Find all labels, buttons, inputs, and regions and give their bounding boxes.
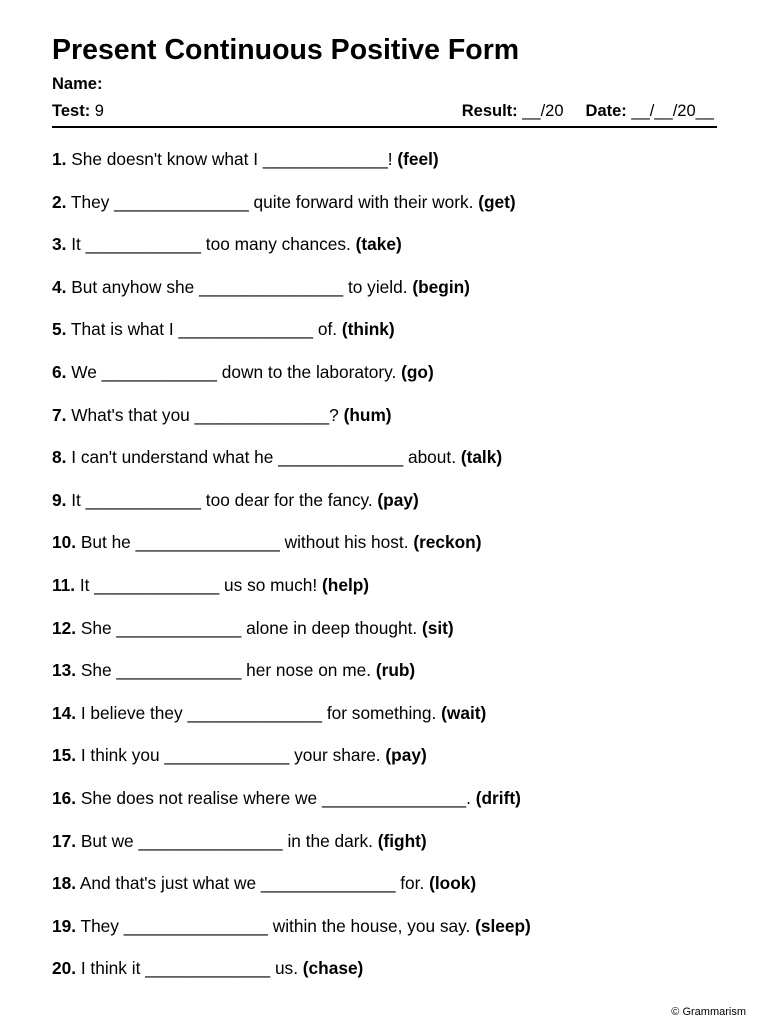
test-number: 9 <box>94 102 104 120</box>
answer-blank: _____________ <box>262 149 388 169</box>
test-label: Test: <box>52 102 91 120</box>
question-text-before: But we <box>76 830 139 851</box>
question-number: 3. <box>52 234 67 255</box>
verb-hint: (get) <box>478 191 516 212</box>
question-text-after: ! <box>387 149 398 169</box>
test-info <box>52 100 104 122</box>
question-number: 1. <box>52 149 67 169</box>
question-text-after: alone in deep thought. <box>241 617 422 638</box>
verb-hint: (take) <box>355 234 402 255</box>
verb-hint: (hum) <box>343 404 392 425</box>
question-item <box>52 274 732 317</box>
answer-blank: ____________ <box>101 361 217 382</box>
question-item <box>52 657 732 700</box>
question-text-after: within the house, you say. <box>267 915 476 936</box>
question-text-after: us so much! <box>219 574 323 595</box>
question-text-before: But he <box>76 532 136 553</box>
answer-blank: _____________ <box>278 447 404 468</box>
verb-hint: (sleep) <box>475 915 531 936</box>
result-value: __/20 <box>522 102 564 120</box>
question-text-after: us. <box>270 958 303 979</box>
question-text-before: It <box>66 234 86 255</box>
question-number: 14. <box>52 702 77 723</box>
question-number: 10. <box>52 532 77 553</box>
question-item <box>52 402 732 445</box>
question-text-before: I can't understand what he <box>66 447 279 468</box>
question-list <box>52 146 732 998</box>
answer-blank: ______________ <box>178 319 314 340</box>
question-number: 19. <box>52 915 77 936</box>
result-date-info <box>462 100 714 122</box>
question-item <box>52 700 732 743</box>
question-item <box>52 870 732 913</box>
verb-hint: (think) <box>341 319 395 340</box>
question-text-after: for. <box>395 873 430 894</box>
verb-hint: (sit) <box>422 617 454 638</box>
question-text-after: about. <box>403 447 461 468</box>
answer-blank: _____________ <box>164 745 290 766</box>
question-text-before: It <box>66 489 86 510</box>
question-item <box>52 615 732 658</box>
question-item <box>52 359 732 402</box>
question-item <box>52 742 732 785</box>
question-text-after: quite forward with their work. <box>248 191 479 212</box>
page-title: Present Continuous Positive Form <box>52 34 520 66</box>
name-label: Name: <box>52 75 103 93</box>
question-text-before: They <box>76 915 124 936</box>
header-divider <box>52 126 717 128</box>
question-text-before: But anyhow she <box>66 276 199 297</box>
question-number: 4. <box>52 276 67 297</box>
date-label: Date: <box>585 102 627 120</box>
question-item <box>52 529 732 572</box>
question-item <box>52 316 732 359</box>
answer-blank: _______________ <box>199 276 344 297</box>
question-text-before: That is what I <box>66 319 179 340</box>
answer-blank: _____________ <box>116 617 242 638</box>
question-text-before: And that's just what we <box>76 873 261 894</box>
question-text-before: She doesn't know what I <box>66 149 263 169</box>
question-number: 12. <box>52 617 77 638</box>
question-text-before: They <box>66 191 115 212</box>
answer-blank: _______________ <box>123 915 268 936</box>
date-value: __/__/20__ <box>631 102 714 120</box>
verb-hint: (begin) <box>412 276 470 297</box>
verb-hint: (talk) <box>460 447 503 468</box>
question-text-before: I think you <box>76 745 165 766</box>
question-item <box>52 785 732 828</box>
question-text-before: She does not realise where we <box>76 787 322 808</box>
test-info-row <box>52 100 718 122</box>
question-item <box>52 146 732 189</box>
verb-hint: (look) <box>429 873 477 894</box>
question-number: 5. <box>52 319 67 340</box>
question-item <box>52 231 732 274</box>
question-text-before: What's that you <box>66 404 195 425</box>
answer-blank: _______________ <box>135 532 280 553</box>
question-number: 18. <box>52 873 77 894</box>
verb-hint: (drift) <box>475 787 521 808</box>
question-number: 2. <box>52 191 67 212</box>
question-number: 20. <box>52 958 77 979</box>
answer-blank: _____________ <box>145 958 271 979</box>
question-number: 13. <box>52 660 77 681</box>
verb-hint: (reckon) <box>413 532 482 553</box>
verb-hint: (pay) <box>385 745 427 766</box>
question-number: 8. <box>52 447 67 468</box>
question-item <box>52 444 732 487</box>
question-item <box>52 955 732 998</box>
question-item <box>52 572 732 615</box>
question-text-before: I think it <box>76 958 146 979</box>
verb-hint: (chase) <box>302 958 364 979</box>
question-text-before: She <box>76 617 117 638</box>
question-text-after: to yield. <box>343 276 413 297</box>
question-text-after: for something. <box>322 702 442 723</box>
verb-hint: (go) <box>401 361 434 382</box>
verb-hint: (pay) <box>377 489 419 510</box>
verb-hint: (rub) <box>375 660 416 681</box>
question-item <box>52 487 732 530</box>
question-text-after: her nose on me. <box>241 660 376 681</box>
copyright-footer: © Grammarism <box>671 1006 746 1018</box>
question-number: 15. <box>52 745 77 766</box>
question-number: 9. <box>52 489 67 510</box>
verb-hint: (help) <box>322 574 370 595</box>
verb-hint: (feel) <box>397 149 439 169</box>
question-text-after: too many chances. <box>200 234 356 255</box>
verb-hint: (wait) <box>441 702 487 723</box>
answer-blank: ______________ <box>194 404 330 425</box>
question-item <box>52 913 732 956</box>
question-text-after: down to the laboratory. <box>216 361 402 382</box>
question-number: 11. <box>52 574 76 595</box>
verb-hint: (fight) <box>377 830 427 851</box>
question-text-before: I believe they <box>76 702 188 723</box>
question-text-after: in the dark. <box>282 830 378 851</box>
question-text-after: of. <box>313 319 342 340</box>
answer-blank: _______________ <box>138 830 283 851</box>
question-item <box>52 189 732 232</box>
answer-blank: _____________ <box>94 574 220 595</box>
question-text-after: . <box>466 787 476 808</box>
question-text-after: ? <box>329 404 344 425</box>
result-label: Result: <box>461 102 518 120</box>
answer-blank: ____________ <box>85 489 201 510</box>
answer-blank: ______________ <box>260 873 396 894</box>
question-number: 17. <box>52 830 77 851</box>
question-number: 6. <box>52 361 67 382</box>
question-text-before: We <box>66 361 102 382</box>
question-number: 7. <box>52 404 67 425</box>
answer-blank: ____________ <box>85 234 201 255</box>
answer-blank: _______________ <box>321 787 467 808</box>
question-text-before: She <box>76 660 117 681</box>
answer-blank: _____________ <box>116 660 242 681</box>
question-text-after: too dear for the fancy. <box>200 489 378 510</box>
question-text-before: It <box>75 574 95 595</box>
question-item <box>52 828 732 871</box>
answer-blank: ______________ <box>187 702 323 723</box>
question-text-after: without his host. <box>279 532 414 553</box>
question-text-after: your share. <box>289 745 386 766</box>
question-number: 16. <box>52 787 77 808</box>
answer-blank: ______________ <box>114 191 249 212</box>
